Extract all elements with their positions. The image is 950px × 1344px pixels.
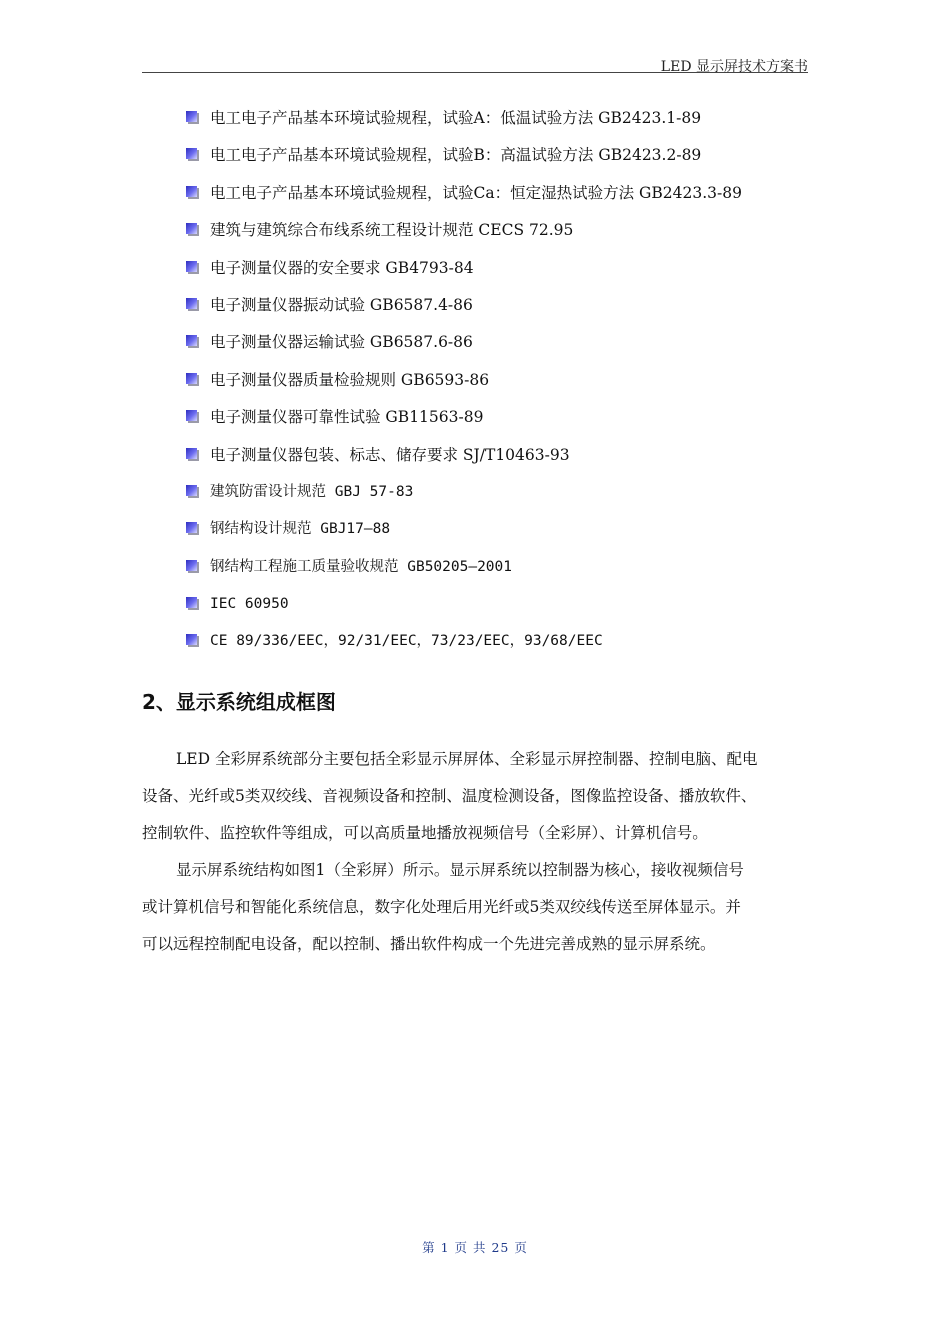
square-bullet-icon bbox=[186, 560, 197, 571]
body-paragraph-2 bbox=[142, 852, 812, 963]
standard-text: IEC 60950 bbox=[210, 596, 289, 613]
list-item bbox=[186, 557, 742, 594]
paragraph-line: 或计算机信号和智能化系统信息，数字化处理后用光纤或5类双绞线传送至屏体显示。并 bbox=[142, 898, 741, 916]
square-bullet-icon bbox=[186, 111, 197, 122]
list-item bbox=[186, 631, 742, 668]
square-bullet-icon bbox=[186, 223, 197, 234]
section-heading: 2、显示系统组成框图 bbox=[142, 690, 336, 714]
paragraph-line: LED 全彩屏系统部分主要包括全彩显示屏屏体、全彩显示屏控制器、控制电脑、配电 bbox=[176, 750, 758, 768]
standard-text: 电工电子产品基本环境试验规程，试验B：高温试验方法 GB2423.2-89 bbox=[210, 146, 702, 165]
square-bullet-icon bbox=[186, 186, 197, 197]
list-item bbox=[186, 370, 742, 407]
standard-text: CE 89/336/EEC，92/31/EEC，73/23/EEC，93/68/EEC bbox=[210, 633, 603, 650]
paragraph-line: 可以远程控制配电设备，配以控制、播出软件构成一个先进完善成熟的显示屏系统。 bbox=[142, 935, 716, 953]
standard-text: 电子测量仪器质量检验规则 GB6593-86 bbox=[210, 370, 490, 389]
list-item bbox=[186, 407, 742, 444]
standard-text: 钢结构设计规范 GBJ17—88 bbox=[210, 521, 391, 538]
list-item bbox=[186, 183, 742, 220]
paragraph-line: 控制软件、监控软件等组成，可以高质量地播放视频信号（全彩屏）、计算机信号。 bbox=[142, 824, 708, 842]
paragraph-line: 设备、光纤或5类双绞线、音视频设备和控制、温度检测设备，图像监控设备、播放软件、 bbox=[142, 787, 757, 805]
square-bullet-icon bbox=[186, 261, 197, 272]
square-bullet-icon bbox=[186, 485, 197, 496]
page-number: 第 1 页 共 25 页 bbox=[422, 1240, 528, 1255]
document-title: LED 显示屏技术方案书 bbox=[660, 59, 808, 75]
standards-list bbox=[186, 108, 742, 669]
list-item bbox=[186, 145, 742, 182]
standard-text: 电子测量仪器可靠性试验 GB11563-89 bbox=[210, 408, 484, 427]
standard-text: 建筑与建筑综合布线系统工程设计规范 CECS 72.95 bbox=[210, 221, 574, 240]
paragraph-line: 显示屏系统结构如图1（全彩屏）所示。显示屏系统以控制器为核心，接收视频信号 bbox=[176, 861, 744, 879]
standard-text: 建筑防雷设计规范 GBJ 57-83 bbox=[210, 483, 414, 500]
square-bullet-icon bbox=[186, 148, 197, 159]
standard-text: 电子测量仪器振动试验 GB6587.4-86 bbox=[210, 295, 473, 314]
list-item bbox=[186, 258, 742, 295]
square-bullet-icon bbox=[186, 298, 197, 309]
standard-text: 电子测量仪器的安全要求 GB4793-84 bbox=[210, 258, 474, 277]
square-bullet-icon bbox=[186, 448, 197, 459]
square-bullet-icon bbox=[186, 335, 197, 346]
square-bullet-icon bbox=[186, 373, 197, 384]
list-item bbox=[186, 445, 742, 482]
standard-text: 电工电子产品基本环境试验规程，试验A：低温试验方法 GB2423.1-89 bbox=[210, 109, 702, 127]
standard-text: 电子测量仪器包装、标志、储存要求 SJ/T10463-93 bbox=[210, 445, 570, 464]
standard-text: 电子测量仪器运输试验 GB6587.6-86 bbox=[210, 333, 473, 352]
standard-text: 钢结构工程施工质量验收规范 GB50205—2001 bbox=[210, 558, 512, 575]
list-item bbox=[186, 108, 742, 145]
square-bullet-icon bbox=[186, 634, 197, 645]
list-item bbox=[186, 295, 742, 332]
header-divider bbox=[142, 72, 808, 73]
list-item bbox=[186, 594, 742, 631]
square-bullet-icon bbox=[186, 522, 197, 533]
body-paragraph-1 bbox=[142, 741, 812, 852]
list-item bbox=[186, 519, 742, 556]
list-item bbox=[186, 332, 742, 369]
list-item bbox=[186, 220, 742, 257]
list-item bbox=[186, 482, 742, 519]
square-bullet-icon bbox=[186, 597, 197, 608]
square-bullet-icon bbox=[186, 410, 197, 421]
standard-text: 电工电子产品基本环境试验规程，试验Ca：恒定湿热试验方法 GB2423.3-89 bbox=[210, 183, 742, 202]
